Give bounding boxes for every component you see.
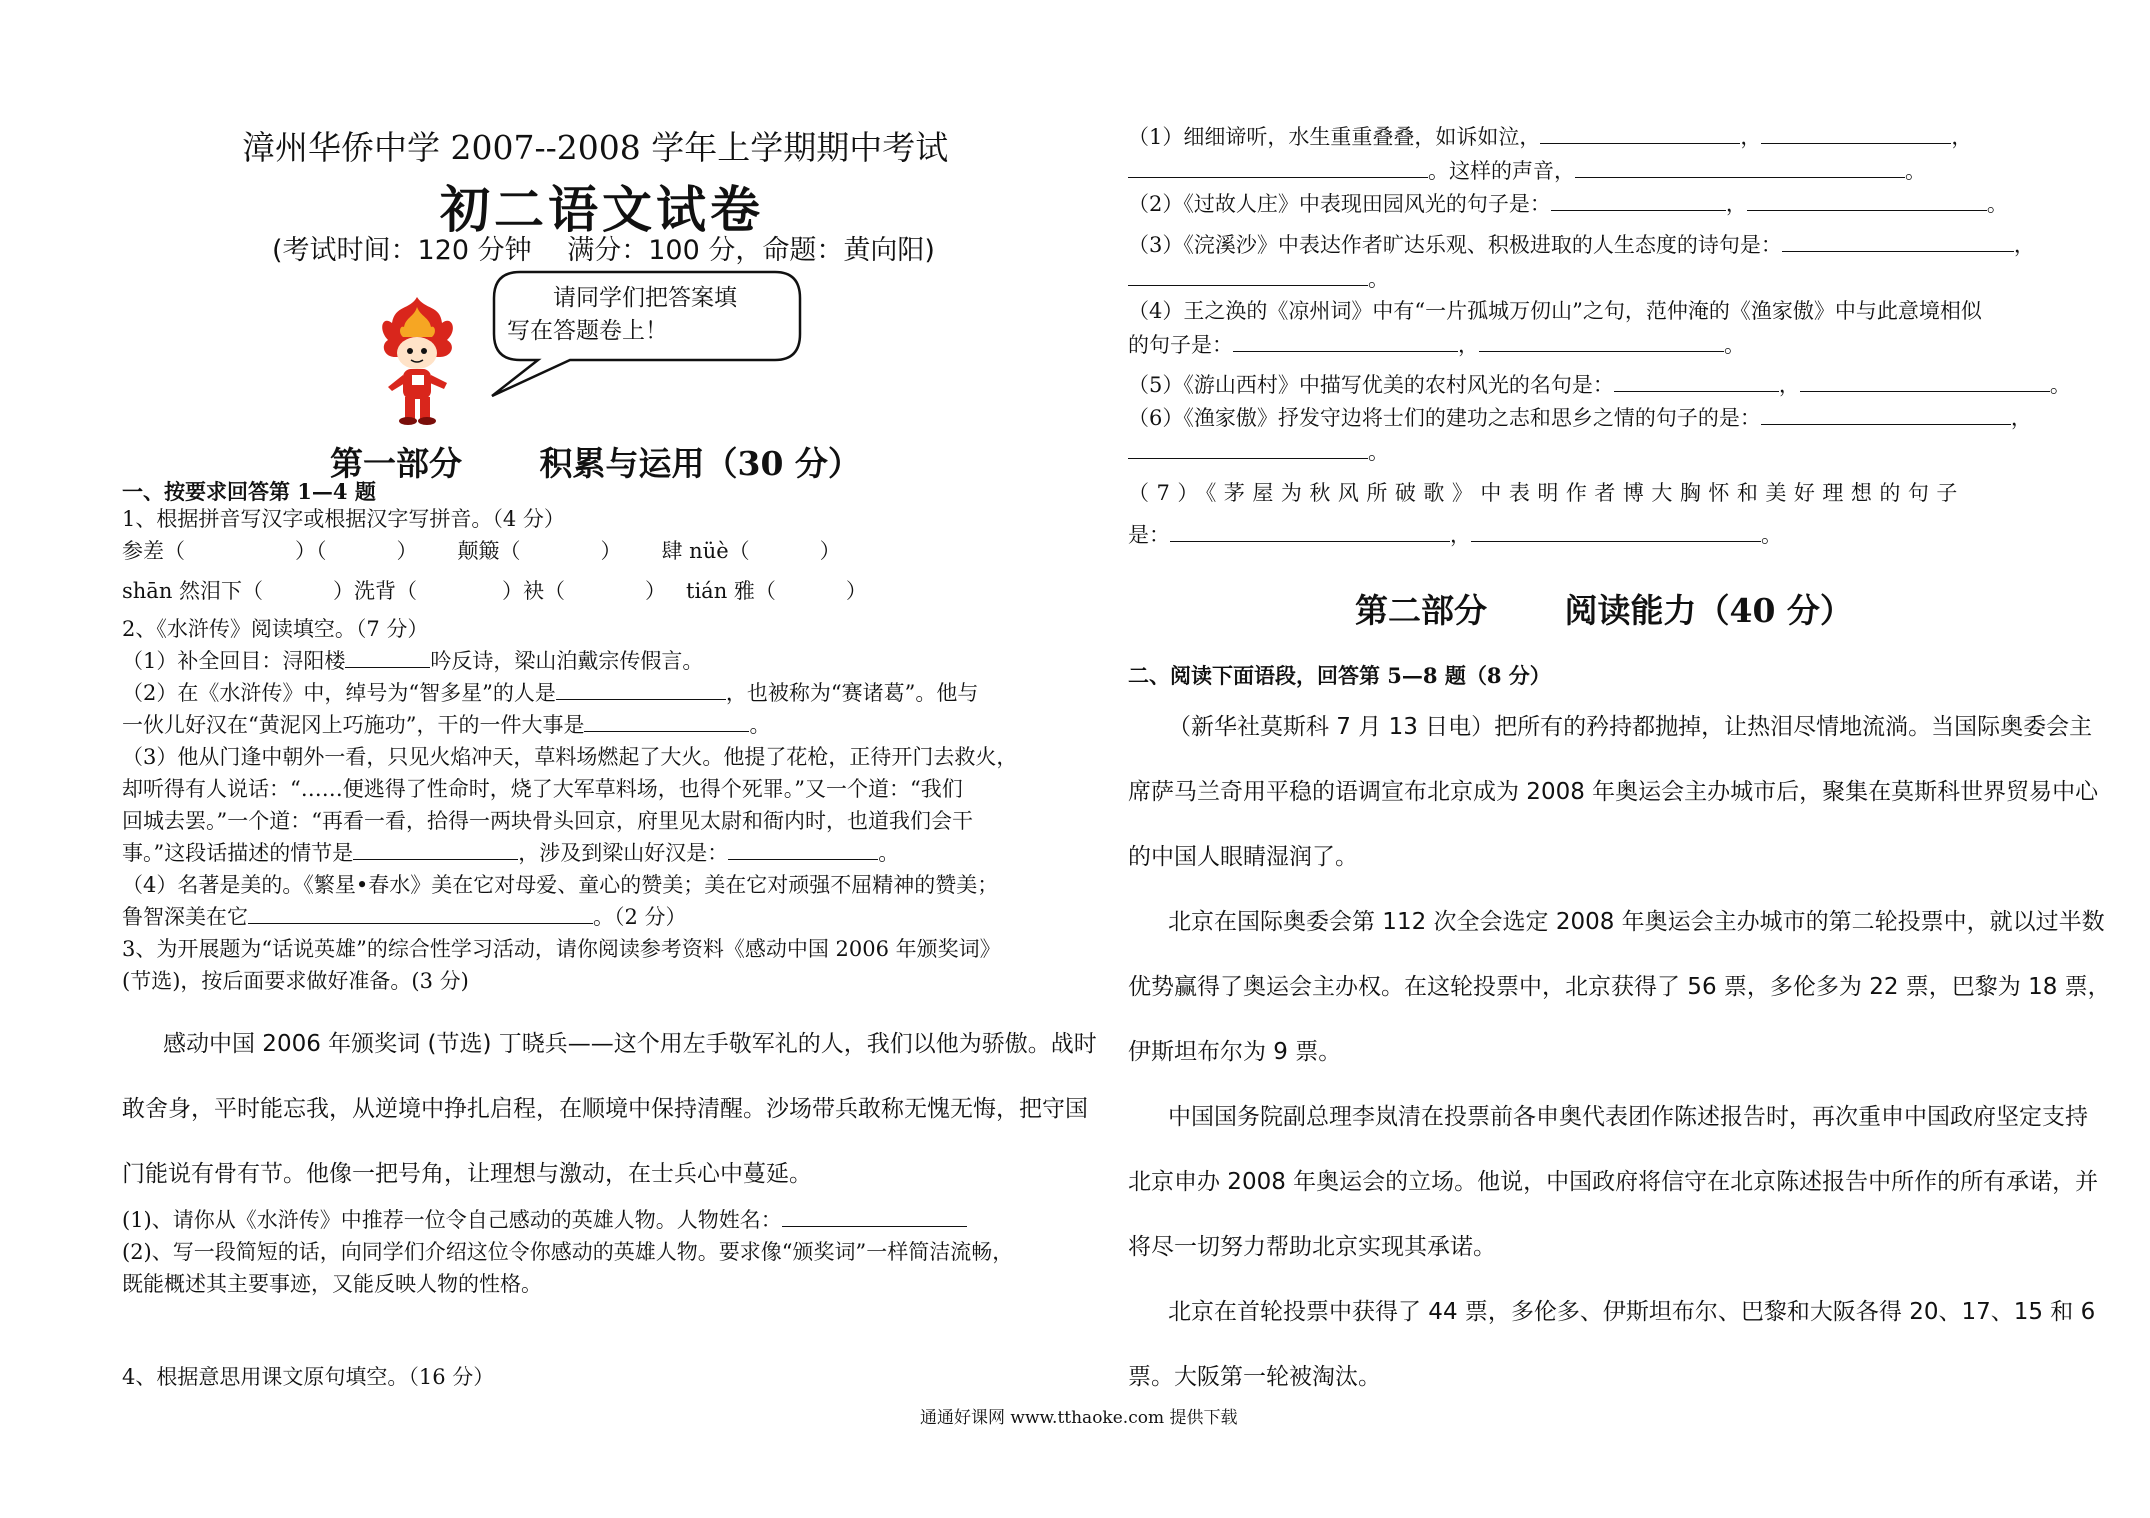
r6-line: （6）《渔家傲》抒发守边将士们的建功之志和思乡之情的句子的是： ， [1128, 406, 2032, 430]
answer-blank[interactable] [1761, 404, 2011, 425]
passage-line: 席萨马兰奇用平稳的语调宣布北京成为 2008 年奥运会主办城市后，聚集在莫斯科世界贸易中心 [1128, 779, 2099, 805]
passage-line: 北京申办 2008 年奥运会的立场。他说，中国政府将信守在北京陈述报告中所作的所有承诺，并 [1128, 1169, 2099, 1195]
q2-line8: （4）名著是美的。《繁星•春水》美在它对母爱、童心的赞美；美在它对顽强不屈精神的赞美； [122, 873, 999, 897]
r4-line-b: 的句子是： ， 。 [1128, 333, 1745, 357]
school-title: 漳州华侨中学 2007--2008 学年上学期期中考试 [242, 128, 949, 167]
section2-heading: 二、阅读下面语段，回答第 5—8 题（8 分） [1128, 663, 1551, 688]
answer-blank[interactable] [1575, 157, 1905, 178]
olympic-mascot-icon [370, 295, 465, 430]
answer-blank[interactable] [1551, 190, 1726, 211]
r6-line-b: 。 [1128, 437, 1389, 467]
answer-blank[interactable] [345, 647, 430, 668]
q1-row2: shān 然泪下（ ）洗背（ ）袂（ ） tián 雅（ ） [122, 579, 867, 603]
q2-line1: （1）补全回目：浔阳楼 吟反诗，梁山泊戴宗传假言。 [122, 649, 704, 673]
passage-line: 票。大阪第一轮被淘汰。 [1128, 1364, 1381, 1390]
answer-blank[interactable] [1782, 231, 2014, 252]
q3-sub2b: 既能概述其主要事迹，又能反映人物的性格。 [122, 1272, 542, 1296]
q2-line5: 却听得有人说话：“……便逃得了性命时，烧了大军草料场，也得个死罪。”又一个道：“我们 [122, 777, 963, 801]
answer-blank[interactable] [728, 839, 878, 860]
answer-blank[interactable] [248, 903, 593, 924]
r7-line-a: （7）《茅屋为秋风所破歌》中表明作者博大胸怀和美好理想的句子 [1128, 481, 1965, 505]
passage-line: （新华社莫斯科 7 月 13 日电）把所有的矜持都抛掉，让热泪尽情地流淌。当国际奥委会主 [1168, 714, 2093, 740]
q3-sub1: (1)、请你从《水浒传》中推荐一位令自己感动的英雄人物。人物姓名： [122, 1205, 967, 1235]
answer-blank[interactable] [1479, 331, 1724, 352]
answer-blank[interactable] [584, 711, 749, 732]
answer-blank[interactable] [1170, 521, 1450, 542]
q2-line2: （2）在《水浒传》中，绰号为“智多星”的人是 ，也被称为“赛诸葛”。他与 [122, 681, 979, 705]
q3-quote-line: 敢舍身，平时能忘我，从逆境中挣扎启程，在顺境中保持清醒。沙场带兵敢称无愧无悔，把守国 [122, 1096, 1088, 1122]
answer-blank[interactable] [1233, 331, 1458, 352]
r4-line-a: （4）王之涣的《凉州词》中有“一片孤城万仞山”之句，范仲淹的《渔家傲》中与此意境相似 [1128, 299, 1982, 323]
answer-blank[interactable] [1614, 371, 1779, 392]
paper-title: 初二语文试卷 [440, 181, 764, 239]
q3-prompt-1: 3、为开展题为“话说英雄”的综合性学习活动，请你阅读参考资料《感动中国 2006 年颁奖词》 [122, 937, 1001, 961]
q2-prompt: 2、《水浒传》阅读填空。（7 分） [122, 617, 429, 641]
passage-line: 中国国务院副总理李岚清在投票前各申奥代表团作陈述报告时，再次重申中国政府坚定支持 [1168, 1104, 2088, 1130]
q2-line3: 一伙儿好汉在“黄泥冈上巧施功”，干的一件大事是 。 [122, 713, 771, 737]
section1-heading: 一、按要求回答第 1—4 题 [122, 479, 376, 504]
q2-line7: 事。”这段话描述的情节是 ，涉及到梁山好汉是： 。 [122, 841, 900, 865]
answer-blank[interactable] [1128, 265, 1368, 286]
answer-blank[interactable] [556, 679, 726, 700]
q3-sub2a: (2)、写一段简短的话，向同学们介绍这位令你感动的英雄人物。要求像“颁奖词”一样简洁流畅， [122, 1240, 1014, 1264]
answer-blank[interactable] [1540, 123, 1740, 144]
q3-quote-line: 感动中国 2006 年颁奖词 (节选) 丁晓兵——这个用左手敬军礼的人，我们以他为骄傲。战时 [163, 1031, 1097, 1057]
r7-line-b: 是： ， 。 [1128, 523, 1782, 547]
q3-prompt-2: (节选)，按后面要求做好准备。(3 分) [122, 969, 469, 993]
q3-quote-line: 门能说有骨有节。他像一把号角，让理想与激动，在士兵心中蔓延。 [122, 1161, 812, 1187]
r2-line: （2）《过故人庄》中表现田园风光的句子是： ， 。 [1128, 192, 2008, 216]
answer-blank[interactable] [1128, 438, 1368, 459]
answer-blank[interactable] [782, 1206, 967, 1227]
passage-line: 优势赢得了奥运会主办权。在这轮投票中，北京获得了 56 票，多伦多为 22 票，巴黎为 18 票， [1128, 974, 2111, 1000]
exam-info: (考试时间：120 分钟 满分：100 分，命题：黄向阳) [272, 235, 935, 266]
answer-blank[interactable] [1747, 190, 1987, 211]
r5-line: （5）《游山西村》中描写优美的农村风光的名句是： ， 。 [1128, 373, 2071, 397]
answer-blank[interactable] [353, 839, 518, 860]
passage-line: 将尽一切努力帮助北京实现其承诺。 [1128, 1234, 1496, 1260]
q2-line9: 鲁智深美在它 。（2 分） [122, 905, 687, 929]
r1-line-b: 。这样的声音， 。 [1128, 156, 1926, 186]
q2-line4: （3）他从门逢中朝外一看，只见火焰冲天，草料场燃起了大火。他提了花枪，正待开门去救火， [122, 745, 1018, 769]
passage-line: 北京在国际奥委会第 112 次全会选定 2008 年奥运会主办城市的第二轮投票中，就以过半数 [1168, 909, 2105, 935]
passage-line: 伊斯坦布尔为 9 票。 [1128, 1039, 1342, 1065]
part1-title: 第一部分 积累与运用（30 分） [330, 444, 861, 483]
r1-line-a: （1）细细谛听，水生重重叠叠，如诉如泣， ， ， [1128, 125, 1973, 149]
answer-blank[interactable] [1128, 157, 1428, 178]
q4-prompt: 4、根据意思用课文原句填空。（16 分） [122, 1365, 495, 1389]
q1-row1: 参差（ ）（ ） 颠簸（ ） 肆 nüè（ ） [122, 539, 841, 563]
passage-line: 的中国人眼睛湿润了。 [1128, 844, 1358, 870]
footer-credit: 通通好课网 www.tthaoke.com 提供下载 [920, 1408, 1238, 1428]
answer-blank[interactable] [1800, 371, 2050, 392]
bubble-line-2: 写在答题卷上！ [507, 318, 668, 344]
q2-line6: 回城去罢。”一个道：“再看一看，拾得一两块骨头回京，府里见太尉和衙内时，也道我们会干 [122, 809, 973, 833]
r3-line: （3）《浣溪沙》中表达作者旷达乐观、积极进取的人生态度的诗句是： ， [1128, 233, 2035, 257]
passage-line: 北京在首轮投票中获得了 44 票，多伦多、伊斯坦布尔、巴黎和大阪各得 20、17、15 和 6 [1168, 1299, 2096, 1325]
bubble-line-1: 请同学们把答案填 [553, 285, 737, 311]
part2-title: 第二部分 阅读能力（40 分） [1355, 591, 1853, 630]
q1-prompt: 1、根据拼音写汉字或根据汉字写拼音。（4 分） [122, 507, 565, 531]
r3-line-b: 。 [1128, 264, 1389, 294]
answer-blank[interactable] [1471, 521, 1761, 542]
answer-blank[interactable] [1761, 123, 1951, 144]
